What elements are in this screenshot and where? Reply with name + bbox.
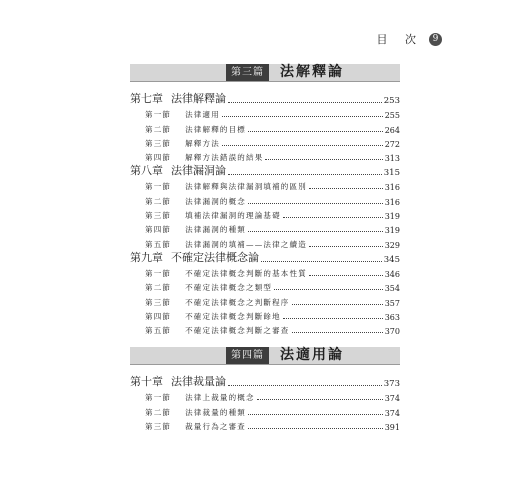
toc-section-entry[interactable]: [130, 106, 400, 120]
entry-label: [145, 138, 220, 149]
entry-number: 第一節: [145, 393, 172, 403]
entry-number: 第一節: [145, 268, 172, 278]
entry-title: 法律解釋的目標: [185, 124, 247, 134]
entry-number: 第九章: [130, 250, 163, 264]
entry-label: [145, 196, 246, 207]
entry-label: [145, 268, 307, 279]
entry-page-number: 370: [384, 327, 400, 337]
entry-label: [130, 162, 226, 178]
entry-page-number: 316: [384, 183, 400, 193]
entry-number: 第五節: [145, 239, 172, 249]
entry-number: 第五節: [145, 326, 172, 336]
entry-label: [145, 421, 246, 432]
dot-leader: [292, 304, 383, 305]
part-title: 法適用論: [280, 347, 344, 363]
entry-number: 第二節: [145, 407, 172, 417]
part-banner: [130, 347, 400, 365]
part-banner: [130, 64, 400, 82]
toc-section-entry[interactable]: [130, 403, 400, 417]
dot-leader: [265, 159, 382, 160]
part-tag: 第三篇: [226, 64, 269, 81]
entry-label: [145, 325, 290, 336]
entry-label: [145, 210, 281, 221]
entry-label: [145, 282, 272, 293]
entry-title: 解釋方法錯誤的結果: [185, 153, 264, 163]
dot-leader: [248, 131, 383, 132]
entry-label: [145, 407, 246, 418]
part-tag: 第四篇: [226, 347, 269, 364]
entry-number: 第三節: [145, 297, 172, 307]
entry-page-number: 319: [384, 212, 400, 222]
entry-label: [130, 249, 259, 265]
entry-page-number: 315: [383, 168, 400, 179]
dot-leader: [228, 385, 382, 386]
entry-page-number: 272: [384, 139, 400, 149]
entry-page-number: 354: [384, 284, 400, 294]
entry-label: [145, 224, 246, 235]
entry-page-number: 374: [384, 394, 400, 404]
entry-title: 不確定法律概念判斷餘地: [185, 311, 281, 321]
toc-section-entry[interactable]: [130, 293, 400, 307]
entry-number: 第三節: [145, 421, 172, 431]
toc-section-entry[interactable]: [130, 418, 400, 432]
dot-leader: [248, 203, 383, 204]
entry-title: 不確定法律概念論: [171, 250, 259, 264]
dot-leader: [222, 145, 383, 146]
dot-leader: [274, 289, 383, 290]
part-title: 法解釋論: [280, 64, 344, 80]
entry-title: 不確定法律概念之判斷程序: [185, 297, 290, 307]
entry-page-number: 374: [384, 408, 400, 418]
entry-title: 法律裁量論: [171, 375, 226, 388]
entry-number: 第一節: [145, 182, 172, 192]
dot-leader: [283, 217, 383, 218]
entry-number: 第三節: [145, 138, 172, 148]
dot-leader: [292, 332, 383, 333]
entry-title: 不確定法律概念之類型: [185, 283, 273, 293]
entry-label: [130, 373, 226, 389]
toc-section-entry[interactable]: [130, 221, 400, 235]
entry-number: 第四節: [145, 225, 172, 235]
dot-leader: [248, 414, 383, 415]
toc-section-entry[interactable]: [130, 279, 400, 293]
entry-page-number: 373: [383, 379, 400, 389]
dot-leader: [248, 231, 383, 232]
entry-number: 第八章: [130, 164, 163, 178]
entry-title: 法律裁量的種類: [185, 407, 247, 417]
toc-section-entry[interactable]: [130, 207, 400, 221]
entry-number: 第二節: [145, 124, 172, 134]
entry-label: [145, 109, 220, 120]
dot-leader: [309, 275, 383, 276]
dot-leader: [228, 102, 382, 103]
dot-leader: [222, 116, 383, 117]
entry-page-number: 363: [384, 312, 400, 322]
dot-leader: [261, 261, 382, 262]
entry-title: 法律漏洞的填補——法律之續造: [185, 239, 307, 249]
entry-number: 第三節: [145, 211, 172, 221]
entry-title: 法律解釋論: [171, 92, 226, 105]
entry-page-number: 346: [384, 269, 400, 279]
toc-chapter-entry[interactable]: [130, 250, 400, 265]
entry-title: 裁量行為之審查: [185, 421, 247, 431]
entry-page-number: 329: [384, 240, 400, 250]
page-number-badge: 9: [429, 33, 442, 46]
entry-title: 解釋方法: [185, 138, 220, 148]
toc-section-entry[interactable]: [130, 135, 400, 149]
toc-section-entry[interactable]: [130, 192, 400, 206]
entry-number: 第四節: [145, 311, 172, 321]
entry-number: 第一節: [145, 110, 172, 120]
entry-title: 法律漏洞的概念: [185, 196, 247, 206]
dot-leader: [283, 318, 383, 319]
entry-page-number: 264: [384, 125, 400, 135]
toc-section-entry[interactable]: [130, 322, 400, 336]
toc-section-entry[interactable]: [130, 235, 400, 249]
toc-chapter-entry[interactable]: [130, 91, 400, 106]
entry-number: 第七章: [130, 92, 163, 105]
toc-list: [130, 374, 400, 432]
entry-title: 不確定法律概念判斷之審查: [185, 326, 290, 336]
entry-page-number: 316: [384, 197, 400, 207]
entry-page-number: 255: [384, 111, 400, 121]
entry-page-number: 319: [384, 226, 400, 236]
entry-number: 第十章: [130, 375, 163, 388]
toc-list: [130, 91, 400, 336]
entry-label: [145, 124, 246, 135]
entry-label: [145, 181, 307, 192]
toc-section-entry[interactable]: [130, 120, 400, 134]
entry-page-number: 313: [384, 154, 400, 164]
entry-title: 法律適用: [185, 110, 220, 120]
entry-number: 第二節: [145, 196, 172, 206]
entry-label: [145, 311, 281, 322]
toc-chapter-entry[interactable]: [130, 374, 400, 389]
entry-label: [130, 90, 226, 106]
entry-number: 第二節: [145, 283, 172, 293]
running-header: [377, 31, 443, 47]
dot-leader: [248, 428, 383, 429]
entry-label: [145, 297, 290, 308]
toc-section-entry[interactable]: [130, 178, 400, 192]
dot-leader: [228, 174, 382, 175]
entry-page-number: 391: [384, 422, 400, 432]
toc-section-entry[interactable]: [130, 265, 400, 279]
entry-number: 第四節: [145, 153, 172, 163]
entry-title: 法律漏洞論: [171, 164, 226, 178]
dot-leader: [309, 246, 383, 247]
entry-title: 法律漏洞的種類: [185, 225, 247, 235]
entry-page-number: 357: [384, 298, 400, 308]
entry-title: 不確定法律概念判斷的基本性質: [185, 268, 307, 278]
toc-section-entry[interactable]: [130, 308, 400, 322]
dot-leader: [257, 399, 383, 400]
toc-chapter-entry[interactable]: [130, 163, 400, 178]
entry-title: 法律上裁量的概念: [185, 393, 255, 403]
dot-leader: [309, 188, 383, 189]
entry-page-number: 345: [383, 254, 400, 265]
toc-section-entry[interactable]: [130, 389, 400, 403]
entry-label: [145, 392, 255, 403]
toc-section-entry[interactable]: [130, 149, 400, 163]
entry-title: 填補法律漏洞的理論基礎: [185, 211, 281, 221]
entry-title: 法律解釋與法律漏洞填補的區別: [185, 182, 307, 192]
entry-page-number: 253: [383, 96, 400, 106]
running-header-title: 目 次: [376, 33, 423, 46]
